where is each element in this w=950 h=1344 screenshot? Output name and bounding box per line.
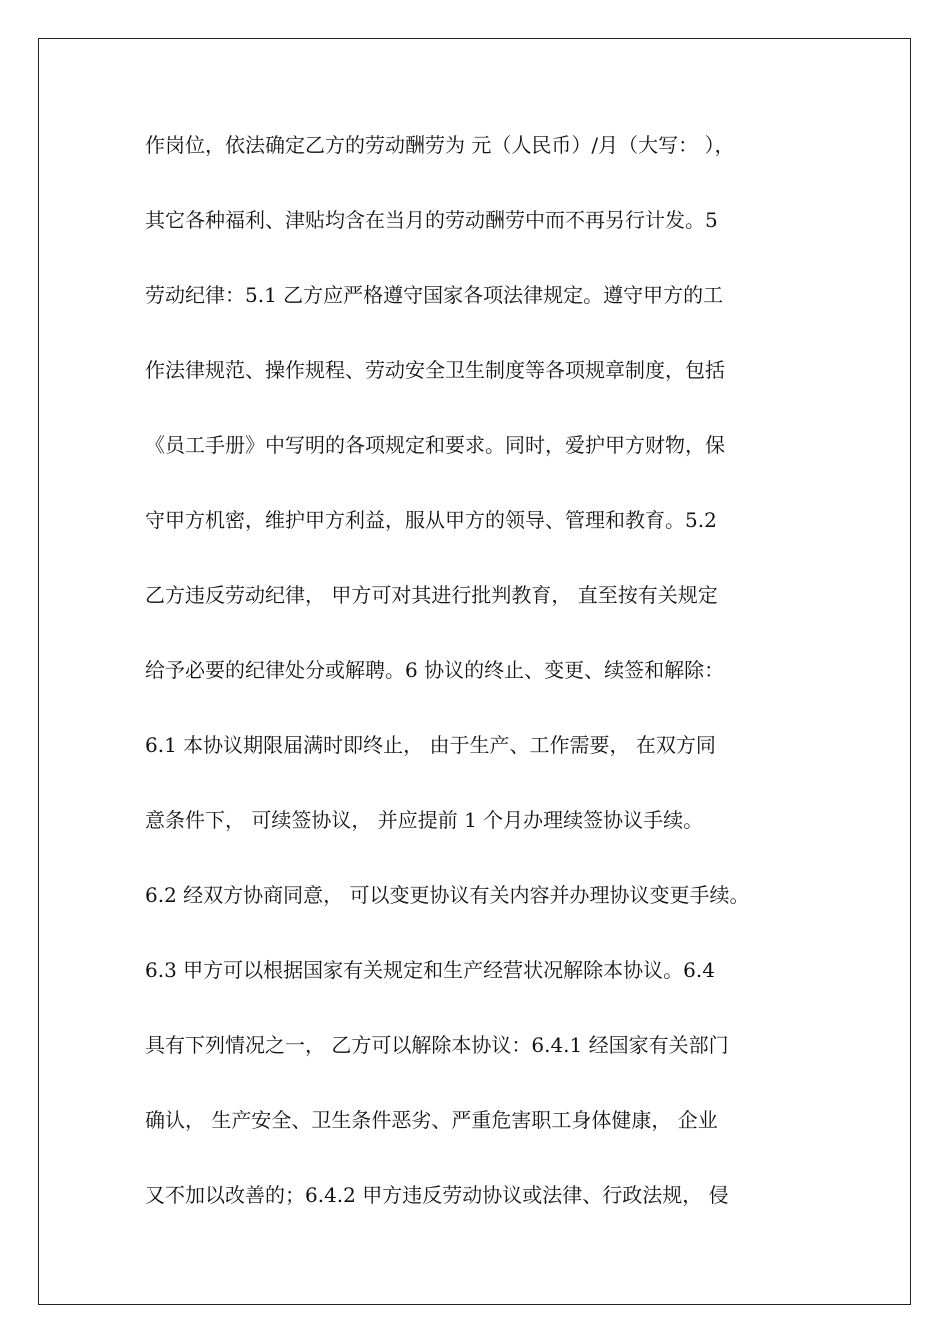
text-line: 劳动纪律：5.1 乙方应严格遵守国家各项法律规定。遵守甲方的工: [145, 283, 724, 307]
text-line: 确认， 生产安全、卫生条件恶劣、严重危害职工身体健康， 企业: [145, 1108, 718, 1132]
text-line: 乙方违反劳动纪律， 甲方可对其进行批判教育， 直至按有关规定: [145, 583, 718, 607]
text-line: 6.1 本协议期限届满时即终止， 由于生产、工作需要， 在双方同: [145, 733, 716, 757]
text-line: 给予必要的纪律处分或解聘。6 协议的终止、变更、续签和解除：: [145, 658, 725, 682]
text-line: 6.3 甲方可以根据国家有关规定和生产经营状况解除本协议。6.4: [145, 958, 715, 982]
text-line: 作法律规范、操作规程、劳动安全卫生制度等各项规章制度，包括: [145, 358, 725, 382]
text-line: 6.2 经双方协商同意， 可以变更协议有关内容并办理协议变更手续。: [145, 883, 750, 907]
text-line: 守甲方机密，维护甲方利益，服从甲方的领导、管理和教育。5.2: [145, 508, 717, 532]
text-line: 《员工手册》中写明的各项规定和要求。同时，爱护甲方财物，保: [145, 433, 725, 457]
text-line: 意条件下， 可续签协议， 并应提前 1 个月办理续签协议手续。: [145, 808, 704, 832]
text-line: 其它各种福利、津贴均含在当月的劳动酬劳中而不再另行计发。5: [145, 208, 718, 232]
text-line: 又不加以改善的；6.4.2 甲方违反劳动协议或法律、行政法规， 侵: [145, 1183, 729, 1207]
document-body: [145, 125, 825, 1250]
text-line: 作岗位，依法确定乙方的劳动酬劳为 元（人民币）/月（大写： ），: [145, 133, 735, 157]
text-line: 具有下列情况之一， 乙方可以解除本协议：6.4.1 经国家有关部门: [145, 1033, 729, 1057]
